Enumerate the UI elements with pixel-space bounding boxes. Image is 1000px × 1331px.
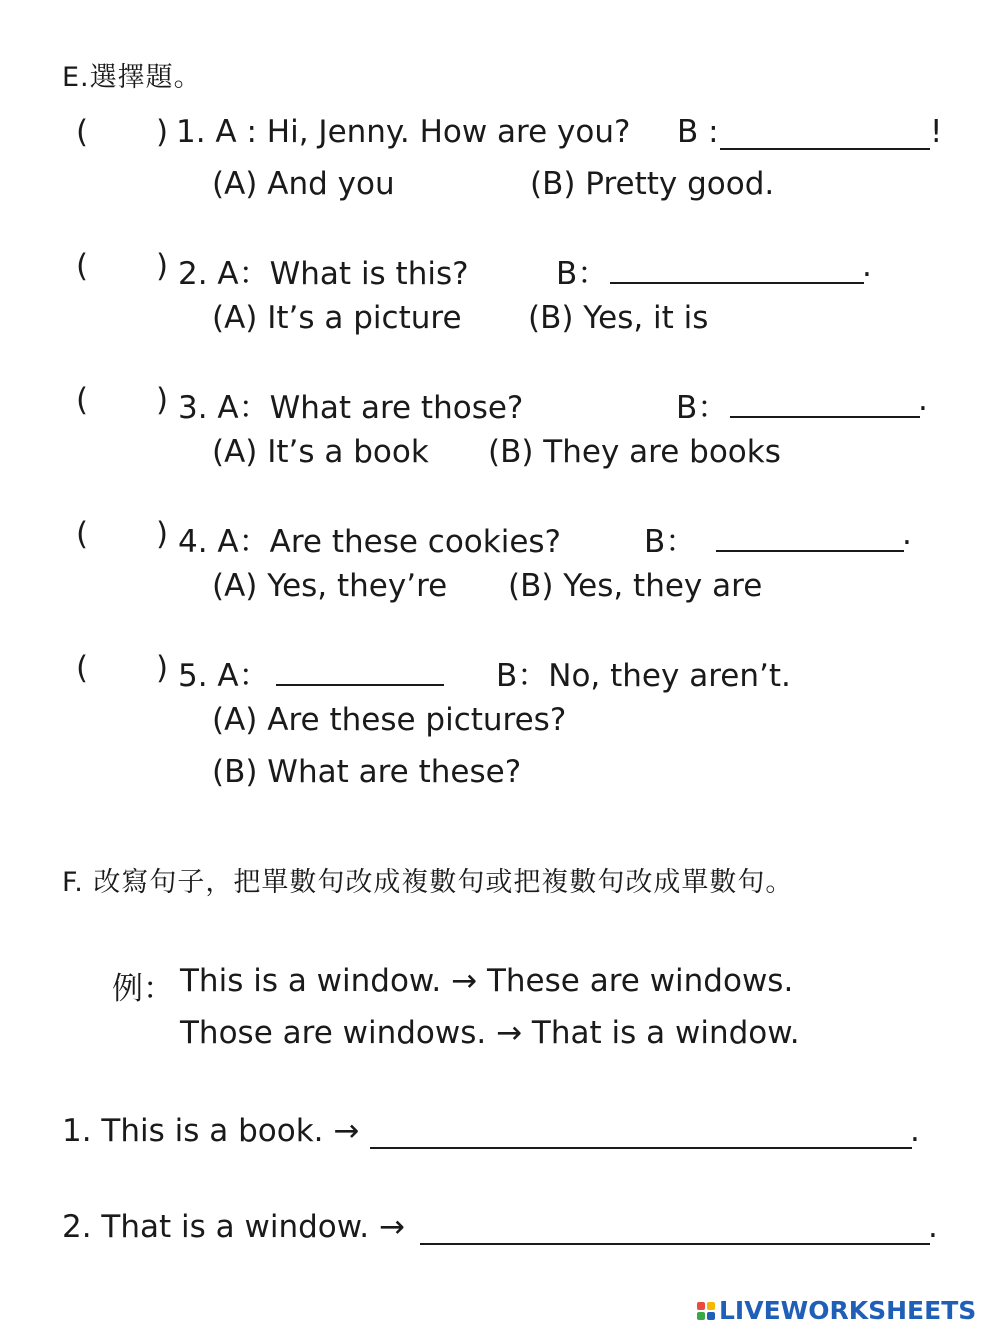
question-2-blank[interactable] [610,256,864,288]
question-5-text: 5. A： [178,658,270,694]
answer-paren-open: ( [76,114,89,150]
question-2-end: . [862,248,872,284]
question-3-end: . [918,382,928,418]
question-4-speaker-b: B： [644,524,697,560]
question-1-option-a: (A) And you [212,166,395,202]
question-4-blank[interactable] [716,524,904,556]
question-1-option-b: (B) Pretty good. [530,166,775,202]
answer-paren-open: ( [76,248,89,284]
question-1-end: ! [930,114,943,150]
example-line-2: Those are windows. → That is a window. [180,1015,800,1051]
question-3-option-a: (A) It’s a book [212,434,429,470]
question-3-text: 3. A：What are those? [178,390,524,426]
question-3-option-b: (B) They are books [488,434,781,470]
liveworksheets-logo [697,1296,976,1325]
question-4-end: . [902,516,912,552]
rewrite-2-blank[interactable] [420,1217,930,1249]
rewrite-1-blank[interactable] [370,1121,912,1153]
question-3-blank[interactable] [730,390,920,422]
answer-paren-open: ( [76,516,89,552]
section-f-title: F. 改寫句子，把單數句改成複數句或把複數句改成單數句。 [62,867,794,898]
question-2-option-a: (A) It’s a picture [212,300,462,336]
answer-paren-close: ) [156,516,169,552]
question-5-option-b: (B) What are these? [212,754,522,790]
rewrite-1-end: . [910,1113,920,1149]
question-4-option-a: (A) Yes, they’re [212,568,448,604]
question-2-option-b: (B) Yes, it is [528,300,709,336]
rewrite-2-end: . [928,1209,938,1245]
example-line-1: This is a window. → These are windows. [180,963,794,999]
question-3-speaker-b: B： [676,390,729,426]
question-5-blank[interactable] [276,658,444,690]
answer-paren-close: ) [156,248,169,284]
question-1-text: 1. A : Hi, Jenny. How are you? [176,114,631,150]
section-e-title: E.選擇題。 [62,62,202,93]
rewrite-2-prompt: 2. That is a window. → [62,1209,405,1245]
example-label: 例： [112,971,174,1007]
question-5-speaker-b: B：No, they aren’t. [496,658,791,694]
answer-paren-close: ) [156,650,169,686]
logo-text: LIVEWORKSHEETS [719,1296,977,1325]
question-2-text: 2. A：What is this? [178,256,469,292]
rewrite-1-prompt: 1. This is a book. → [62,1113,360,1149]
question-1-speaker-b: B : [677,114,719,150]
answer-paren-open: ( [76,650,89,686]
question-5-option-a: (A) Are these pictures? [212,702,567,738]
liveworksheets-logo-icon [697,1302,715,1320]
question-2-speaker-b: B： [556,256,609,292]
question-4-option-b: (B) Yes, they are [508,568,763,604]
question-4-text: 4. A：Are these cookies? [178,524,562,560]
answer-paren-close: ) [156,382,169,418]
question-1-blank[interactable] [720,122,930,154]
answer-paren-close: ) [156,114,169,150]
answer-paren-open: ( [76,382,89,418]
